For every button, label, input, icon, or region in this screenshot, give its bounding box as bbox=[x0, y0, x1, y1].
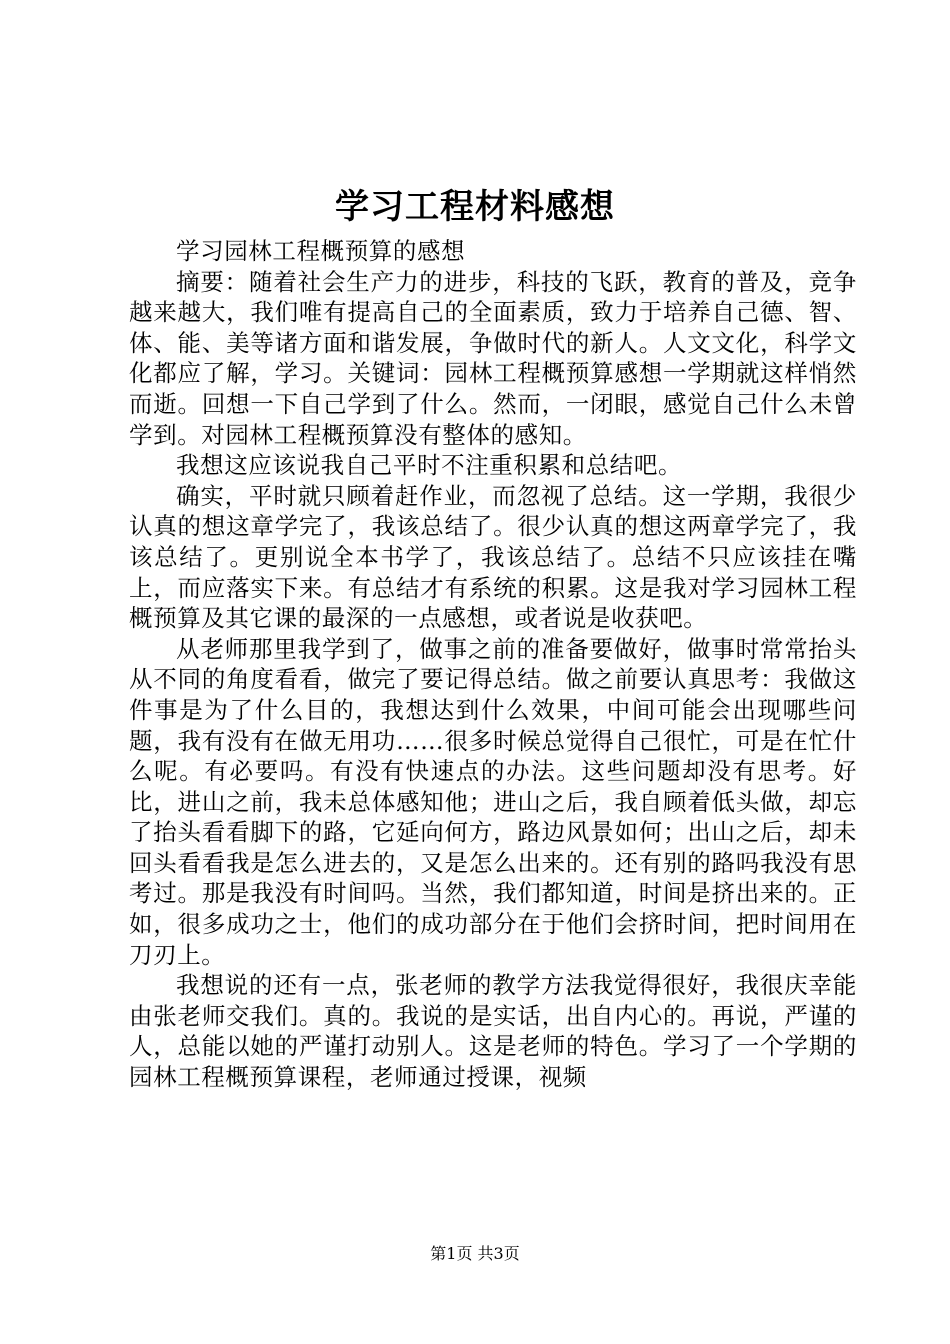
page-number-footer: 第1页 共3页 bbox=[430, 1244, 520, 1263]
paragraph: 我想说的还有一点，张老师的教学方法我觉得很好，我很庆幸能由张老师交我们。真的。我说的是实话，出自内心的。再说，严谨的人，总能以她的严谨打动别人。这是老师的特色。学习了一个学期的园林工程概预算课程，老师通过授课，视频 bbox=[129, 971, 857, 1092]
document-body bbox=[129, 236, 857, 1093]
paragraph: 我想这应该说我自己平时不注重积累和总结吧。 bbox=[176, 451, 683, 480]
paragraph-abstract: 摘要：随着社会生产力的进步，科技的飞跃，教育的普及，竞争越来越大，我们唯有提高自己的全面素质，致力于培养自己德、智、体、能、美等诸方面和谐发展，争做时代的新人。人文文化，科学文化都应了解，学习。关键词：园林工程概预算感想一学期就这样悄然而逝。回想一下自己学到了什么。然而，一闭眼，感觉自己什么未曾学到。对园林工程概预算没有整体的感知。 bbox=[129, 267, 857, 449]
paragraph: 从老师那里我学到了，做事之前的准备要做好，做事时常常抬头从不同的角度看看，做完了要记得总结。做之前要认真思考：我做这件事是为了什么目的，我想达到什么效果，中间可能会出现哪些问题，我有没有在做无用功……很多时候总觉得自己很忙，可是在忙什么呢。有必要吗。有没有快速点的办法。这些问题却没有思考。好比，进山之前，我未总体感知他；进山之后，我自顾着低头做，却忘了抬头看看脚下的路，它延向何方，路边风景如何；出山之后，却未回头看看我是怎么进去的，又是怎么出来的。还有别的路吗我没有思考过。那是我没有时间吗。当然，我们都知道，时间是挤出来的。正如，很多成功之士，他们的成功部分在于他们会挤时间，把时间用在刀刃上。 bbox=[129, 634, 857, 969]
paragraph-subtitle: 学习园林工程概预算的感想 bbox=[176, 237, 466, 265]
document-title: 学习工程材料感想 bbox=[335, 187, 615, 227]
paragraph: 确实，平时就只顾着赶作业，而忽视了总结。这一学期，我很少认真的想这章学完了，我该总结了。很少认真的想这两章学完了，我该总结了。更别说全本书学了，我该总结了。总结不只应该挂在嘴上，而应落实下来。有总结才有系统的积累。这是我对学习园林工程概预算及其它课的最深的一点感想，或者说是收获吧。 bbox=[129, 481, 857, 633]
